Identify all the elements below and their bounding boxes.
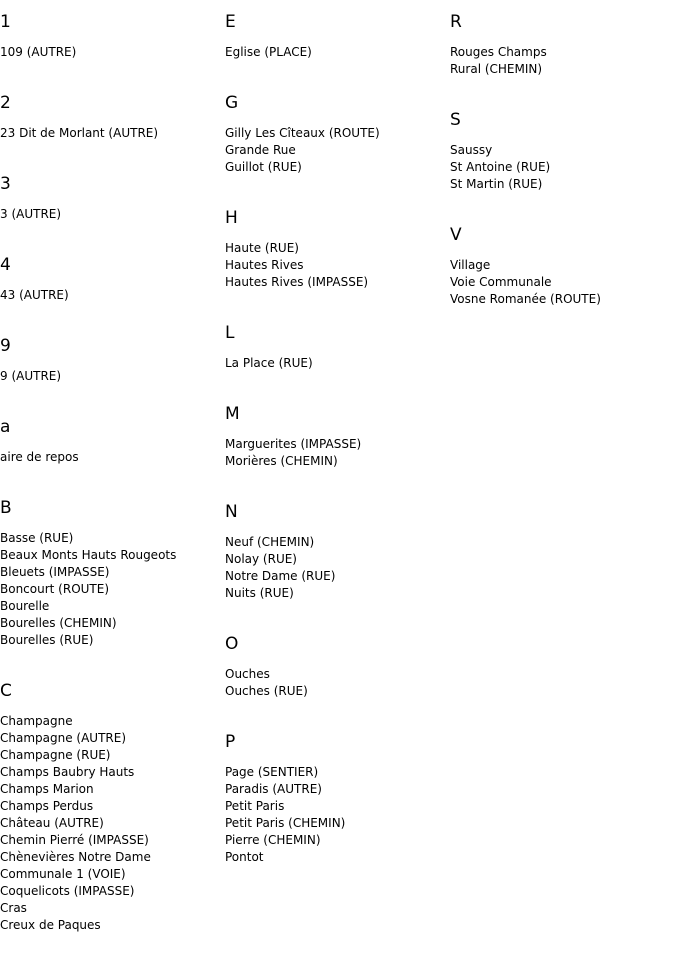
street-list-item[interactable]: Hautes Rives (IMPASSE) (225, 275, 369, 289)
letter-group (450, 0, 675, 78)
street-list (450, 44, 675, 78)
letter-heading: P (225, 732, 236, 752)
letter-heading: O (225, 634, 239, 654)
street-list (450, 142, 675, 193)
street-list (225, 355, 450, 372)
street-list-item[interactable]: Ouches (225, 667, 270, 681)
street-list-item[interactable]: Paradis (AUTRE) (225, 782, 322, 796)
street-list-item[interactable]: 9 (AUTRE) (0, 369, 62, 383)
index-column (450, 0, 675, 328)
street-list (0, 530, 225, 649)
street-list-item[interactable]: St Martin (RUE) (450, 177, 543, 191)
index-column (0, 0, 225, 954)
letter-heading: 3 (0, 174, 11, 194)
street-list-item[interactable]: Rouges Champs (450, 45, 547, 59)
street-list-item[interactable]: 109 (AUTRE) (0, 45, 77, 59)
street-list-item[interactable]: St Antoine (RUE) (450, 160, 551, 174)
street-list-item[interactable]: Chènevières Notre Dame (0, 850, 151, 864)
street-list-item[interactable]: Grande Rue (225, 143, 296, 157)
street-list-item[interactable]: Morières (CHEMIN) (225, 454, 338, 468)
street-list-item[interactable]: Boncourt (ROUTE) (0, 582, 110, 596)
street-list (0, 44, 225, 61)
letter-group (225, 311, 450, 372)
street-list-item[interactable]: Nuits (RUE) (225, 586, 294, 600)
street-list-item[interactable]: Champagne (RUE) (0, 748, 111, 762)
street-list (225, 764, 450, 866)
street-list-item[interactable]: Bourelle (0, 599, 50, 613)
street-list-item[interactable]: Village (450, 258, 491, 272)
street-list-item[interactable]: Guillot (RUE) (225, 160, 302, 174)
street-list (0, 206, 225, 223)
street-list (225, 125, 450, 176)
street-list-item[interactable]: Champs Marion (0, 782, 94, 796)
street-list-item[interactable]: Petit Paris (225, 799, 285, 813)
street-list-item[interactable]: Coquelicots (IMPASSE) (0, 884, 135, 898)
street-list-item[interactable]: Marguerites (IMPASSE) (225, 437, 362, 451)
street-list-item[interactable]: Notre Dame (RUE) (225, 569, 336, 583)
letter-group (225, 196, 450, 291)
street-list (0, 713, 225, 934)
street-list-item[interactable]: Chemin Pierré (IMPASSE) (0, 833, 149, 847)
letter-heading: 9 (0, 336, 11, 356)
letter-heading: 4 (0, 255, 11, 275)
street-list-item[interactable]: aire de repos (0, 450, 79, 464)
letter-heading: N (225, 502, 238, 522)
street-list-item[interactable]: 43 (AUTRE) (0, 288, 69, 302)
letter-heading: C (0, 681, 12, 701)
letter-group (450, 213, 675, 308)
street-list-item[interactable]: Rural (CHEMIN) (450, 62, 543, 76)
street-list-item[interactable]: Eglise (PLACE) (225, 45, 312, 59)
street-list-item[interactable]: Communale 1 (VOIE) (0, 867, 126, 881)
letter-group (225, 0, 450, 61)
letter-group (0, 0, 225, 61)
letter-heading: G (225, 93, 239, 113)
street-list (225, 240, 450, 291)
letter-group (0, 324, 225, 385)
street-list-item[interactable]: Pontot (225, 850, 264, 864)
street-list (225, 436, 450, 470)
street-list-item[interactable]: Bleuets (IMPASSE) (0, 565, 110, 579)
letter-group (0, 81, 225, 142)
street-list-item[interactable]: Neuf (CHEMIN) (225, 535, 315, 549)
street-list-item[interactable]: Haute (RUE) (225, 241, 299, 255)
letter-heading: M (225, 404, 240, 424)
street-list (0, 449, 225, 466)
street-list-item[interactable]: Nolay (RUE) (225, 552, 297, 566)
letter-group (225, 490, 450, 602)
street-list-item[interactable]: Bourelles (CHEMIN) (0, 616, 117, 630)
street-list-item[interactable]: Page (SENTIER) (225, 765, 319, 779)
street-list (0, 287, 225, 304)
letter-group (225, 622, 450, 700)
letter-heading: L (225, 323, 235, 343)
street-list (450, 257, 675, 308)
letter-group (225, 392, 450, 470)
index-column (225, 0, 450, 886)
letter-group (225, 720, 450, 866)
letter-heading: 2 (0, 93, 11, 113)
street-list (225, 534, 450, 602)
letter-heading: S (450, 110, 461, 130)
street-list-item[interactable]: Basse (RUE) (0, 531, 74, 545)
letter-group (0, 486, 225, 649)
street-list-item[interactable]: Creux de Paques (0, 918, 101, 932)
letter-heading: 1 (0, 12, 11, 32)
letter-heading: R (450, 12, 462, 32)
letter-heading: V (450, 225, 462, 245)
street-list-item[interactable]: Ouches (RUE) (225, 684, 308, 698)
street-list-item[interactable]: Beaux Monts Hauts Rougeots (0, 548, 177, 562)
letter-group (225, 81, 450, 176)
street-list (0, 125, 225, 142)
street-list-item[interactable]: Château (AUTRE) (0, 816, 104, 830)
street-list-item[interactable]: Champagne (AUTRE) (0, 731, 127, 745)
street-list-item[interactable]: Champs Perdus (0, 799, 94, 813)
letter-group (0, 243, 225, 304)
letter-group (0, 669, 225, 934)
street-list-item[interactable]: Cras (0, 901, 27, 915)
street-list-item[interactable]: Pierre (CHEMIN) (225, 833, 321, 847)
street-list-item[interactable]: Voie Communale (450, 275, 552, 289)
street-list-item[interactable]: Champs Baubry Hauts (0, 765, 135, 779)
street-list (0, 368, 225, 385)
street-list-item[interactable]: Saussy (450, 143, 493, 157)
street-list-item[interactable]: Gilly Les Cîteaux (ROUTE) (225, 126, 380, 140)
street-list-item[interactable]: 3 (AUTRE) (0, 207, 62, 221)
letter-heading: E (225, 12, 236, 32)
street-list-item[interactable]: Champagne (0, 714, 73, 728)
street-list-item[interactable]: Hautes Rives (225, 258, 304, 272)
letter-group (0, 405, 225, 466)
letter-group (0, 162, 225, 223)
street-list-item[interactable]: Bourelles (RUE) (0, 633, 94, 647)
letter-heading: B (0, 498, 12, 518)
street-list-item[interactable]: La Place (RUE) (225, 356, 313, 370)
letter-group (450, 98, 675, 193)
letter-heading: a (0, 417, 11, 437)
street-list-item[interactable]: Vosne Romanée (ROUTE) (450, 292, 601, 306)
letter-heading: H (225, 208, 238, 228)
street-list (225, 666, 450, 700)
street-list-item[interactable]: Petit Paris (CHEMIN) (225, 816, 346, 830)
street-list (225, 44, 450, 61)
street-list-item[interactable]: 23 Dit de Morlant (AUTRE) (0, 126, 159, 140)
